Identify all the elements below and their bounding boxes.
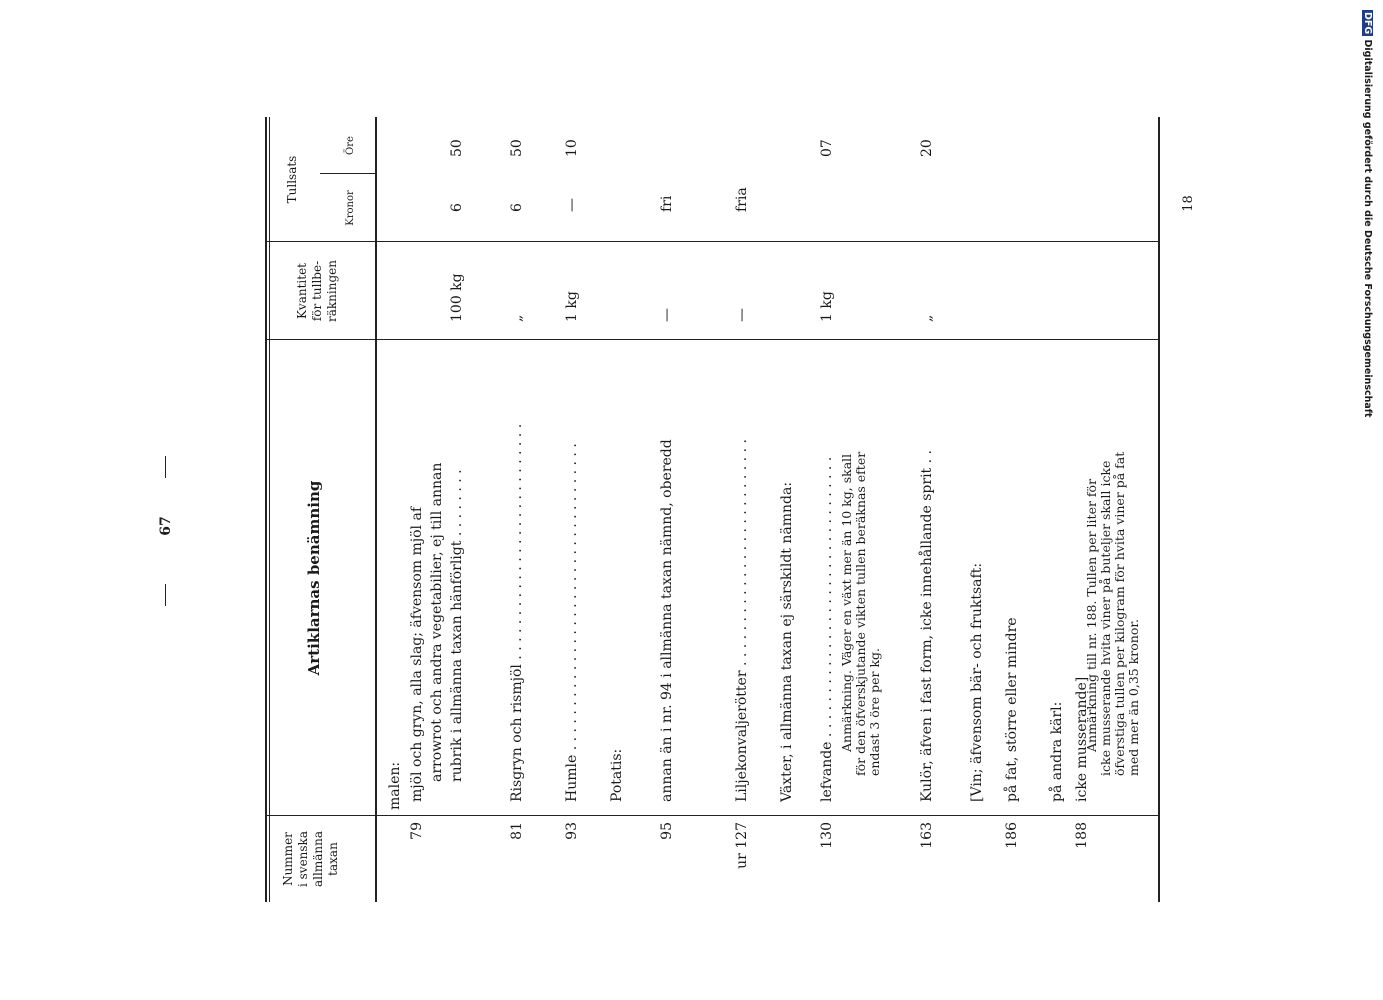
row-description: malen:: [387, 761, 403, 810]
row-kronor: 6: [509, 203, 525, 212]
row-ore: 50: [509, 139, 525, 157]
row-quantity: „: [509, 314, 525, 322]
row-number: 95: [659, 822, 675, 840]
row-description: Kulör, äfven i fast form, icke innehållande sprit . .: [919, 450, 935, 802]
header-kvantitet: Kvantitet för tullbe- räkningen: [295, 260, 339, 322]
digitization-note: Digitalisierung gefördert durch die Deutsche Forschungsgemeinschaft: [1362, 39, 1373, 418]
row-description: på andra kärl:: [1049, 701, 1065, 802]
row-description: Liljekonvaljerötter . . . . . . . . . . . . . . . . . . . . . . . . . .: [734, 439, 750, 802]
row-number: 163: [919, 822, 935, 849]
digitization-stamp: [1362, 10, 1373, 417]
rule-top-thin: [269, 117, 270, 902]
row-note: med mer än 0,35 kronor.: [1126, 619, 1141, 776]
rule-col-2: [265, 339, 1160, 340]
page-number: [156, 456, 176, 606]
row-quantity: —: [659, 308, 675, 322]
row-description: rubrik i allmänna taxan hänförligt . . . . . . . .: [449, 469, 465, 782]
row-description: Växter, i allmänna taxan ej särskildt nämnda:: [779, 481, 795, 802]
rule-col-1: [265, 815, 1160, 816]
row-note: endast 3 öre per kg.: [867, 647, 882, 776]
row-note: Anmärkning till nr. 188. Tullen per liter för: [1084, 478, 1099, 752]
row-description: annan än i nr. 94 i allmänna taxan nämnd, oberedd: [659, 439, 675, 802]
row-kronor: 6: [449, 203, 465, 212]
row-quantity: 100 kg: [449, 273, 465, 322]
rule-bottom: [1158, 117, 1160, 902]
header-ore: Öre: [345, 136, 356, 155]
row-quantity: 1 kg: [564, 291, 580, 322]
row-ore: 10: [564, 139, 580, 157]
page-number-text: 67: [158, 516, 174, 536]
dfg-logo: DFG: [1362, 12, 1373, 35]
row-description: Risgryn och rismjöl . . . . . . . . . . . . . . . . . . . . . . . . . . .: [509, 423, 525, 802]
row-description: Humle . . . . . . . . . . . . . . . . . . . . . . . . . . . . . . . . . . .: [564, 443, 580, 802]
row-ore: fria: [734, 187, 750, 212]
row-description: på fat, större eller mindre: [1004, 617, 1020, 802]
row-number: 81: [509, 822, 525, 840]
row-number: 186: [1004, 822, 1020, 849]
signature-mark: 18: [1180, 195, 1196, 212]
row-number: 93: [564, 822, 580, 840]
row-description: icke musserande]: [1074, 676, 1090, 802]
row-number: 79: [409, 822, 425, 840]
row-description: arrowrot och andra vegetabilier, ej till annan: [429, 462, 445, 782]
row-note: icke musserande hvita viner på buteljer skall icke: [1098, 460, 1113, 776]
row-kronor: —: [564, 198, 580, 212]
rule-col-3: [265, 241, 1160, 242]
row-number: 130: [819, 822, 835, 849]
row-description: Potatis:: [609, 748, 625, 802]
header-nummer: Nummer i svenska allmänna taxan: [281, 831, 340, 888]
row-description: lefvande . . . . . . . . . . . . . . . . . . . . . . . . . . . . . . . .: [819, 456, 835, 802]
tariff-table: [265, 117, 1165, 902]
row-note: Anmärkning. Väger en växt mer än 10 kg, skall: [839, 453, 854, 752]
rule-top: [265, 117, 267, 902]
row-description: mjöl och gryn, alla slag; äfvensom mjöl af: [409, 506, 425, 802]
row-ore: 20: [919, 139, 935, 157]
row-ore: 07: [819, 139, 835, 157]
header-tullsats: Tullsats: [285, 155, 299, 204]
row-ore: fri: [659, 195, 675, 212]
row-quantity: —: [734, 308, 750, 322]
row-note: för den öfverskjutande vikten tullen beräknas efter: [853, 451, 868, 776]
header-kronor: Kronor: [345, 190, 356, 226]
row-note: öfverstiga tullen per kilogram för hvita viner på fat: [1112, 451, 1127, 776]
row-number: 188: [1074, 822, 1090, 849]
row-description: [Vin; äfvensom bär- och fruktsaft:: [969, 562, 985, 802]
row-number: ur 127: [734, 822, 750, 869]
row-quantity: „: [919, 314, 935, 322]
row-quantity: 1 kg: [819, 291, 835, 322]
rule-header: [375, 117, 377, 902]
header-benamning: Artiklarnas benämning: [305, 480, 323, 676]
row-ore: 50: [449, 139, 465, 157]
